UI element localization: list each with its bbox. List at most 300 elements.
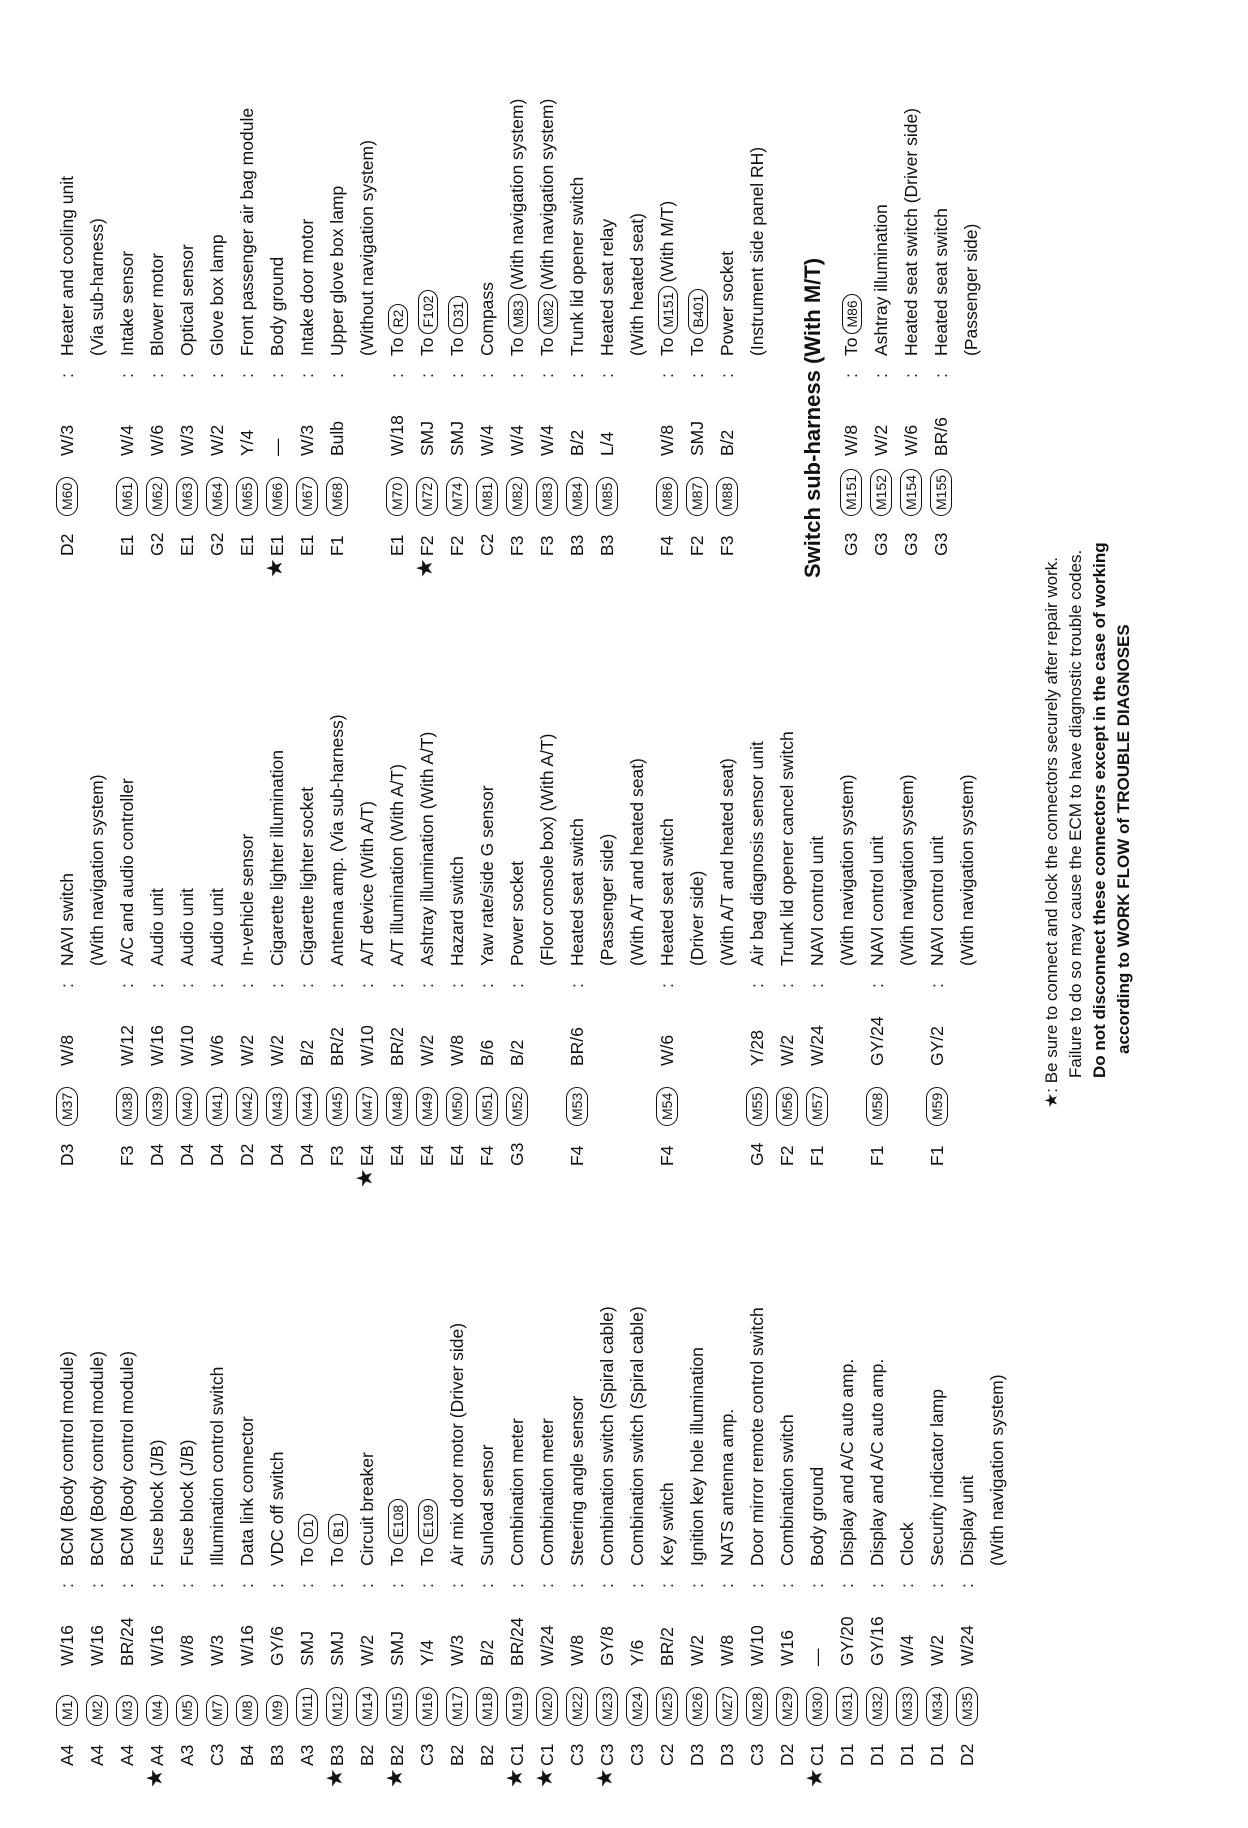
separator-colon: : <box>387 1583 407 1588</box>
connector-description <box>742 741 772 966</box>
connector-color-terminals: W/8 <box>57 1034 77 1066</box>
description-text: Ignition key hole illumination <box>687 1347 707 1566</box>
grid-location: C1 <box>507 1743 527 1766</box>
connector-color-terminals: SMJ <box>297 1631 317 1666</box>
grid-location: D2 <box>777 1743 797 1766</box>
description-text: A/T device (With A/T) <box>357 801 377 966</box>
connector-color-terminals: W/24 <box>807 1025 827 1066</box>
connector-color-terminals: W/2 <box>417 1034 437 1066</box>
connector-number-badge: M83 <box>536 477 558 516</box>
grid-location: E4 <box>417 1144 437 1166</box>
grid-location: F1 <box>807 1145 827 1166</box>
linked-connector-badge: D1 <box>298 1514 318 1544</box>
connector-number-badge: M57 <box>806 1087 828 1126</box>
separator-colon: : <box>841 373 861 378</box>
note-line-2: Failure to do so may cause the ECM to have diagnostic trouble codes. <box>1066 549 1085 1078</box>
connector-description <box>292 1514 322 1566</box>
description-text: (With A/T and heated seat) <box>627 758 647 966</box>
connector-color-terminals: B/2 <box>717 429 737 456</box>
separator-colon: : <box>871 373 891 378</box>
connector-description <box>952 774 982 966</box>
connector-description <box>82 218 112 356</box>
description-text: Optical sensor <box>177 244 197 356</box>
connector-number-badge: M55 <box>746 1087 768 1126</box>
connector-number-badge: M8 <box>236 1695 258 1726</box>
separator-colon: : <box>417 1583 437 1588</box>
grid-location: F4 <box>477 1145 497 1166</box>
separator-colon: : <box>867 1583 887 1588</box>
connector-color-terminals: Y/6 <box>627 1639 647 1666</box>
separator-colon: : <box>447 1583 467 1588</box>
grid-location: C3 <box>747 1743 767 1766</box>
connector-description <box>142 253 172 356</box>
description-text: (Instrument side panel RH) <box>747 146 767 356</box>
connector-color-terminals: W/8 <box>657 424 677 456</box>
connector-description <box>382 1499 412 1566</box>
connector-color-terminals: W/2 <box>267 1034 287 1066</box>
connector-description <box>622 1306 652 1566</box>
description-text: To <box>417 1547 437 1566</box>
connector-color-terminals: B/2 <box>477 1639 497 1666</box>
separator-colon: : <box>597 1583 617 1588</box>
description-text: VDC off switch <box>267 1451 287 1566</box>
grid-location: B2 <box>447 1744 467 1766</box>
description-text: Illumination control switch <box>207 1366 227 1566</box>
grid-location: C2 <box>657 1743 677 1766</box>
grid-location: E4 <box>357 1144 377 1166</box>
description-text: (Via sub-harness) <box>87 218 107 356</box>
connector-color-terminals: W/2 <box>207 424 227 456</box>
separator-colon: : <box>267 373 287 378</box>
description-text: Yaw rate/side G sensor <box>477 785 497 966</box>
separator-colon: : <box>927 983 947 988</box>
connector-number-badge: M67 <box>296 477 318 516</box>
grid-location: C3 <box>597 1743 617 1766</box>
connector-number-badge: M58 <box>866 1087 888 1126</box>
separator-colon: : <box>297 373 317 378</box>
description-text: Sunload sensor <box>477 1444 497 1566</box>
connector-color-terminals: W/2 <box>687 1634 707 1666</box>
connector-number-badge: M39 <box>146 1087 168 1126</box>
star-icon: ★ <box>1042 1092 1061 1108</box>
connector-color-terminals: W/2 <box>237 1034 257 1066</box>
separator-colon: : <box>717 1583 737 1588</box>
separator-colon: : <box>237 1583 257 1588</box>
connector-color-terminals: W/4 <box>537 424 557 456</box>
description-text: (With navigation system) <box>87 774 107 966</box>
description-text: In-vehicle sensor <box>237 833 257 966</box>
grid-location: D2 <box>957 1743 977 1766</box>
separator-colon: : <box>627 1583 647 1588</box>
connector-color-terminals: — <box>807 1648 827 1666</box>
star-icon: ★ <box>142 1768 167 1788</box>
connector-number-badge: M7 <box>206 1695 228 1726</box>
description-suffix: (With M/T) <box>657 200 677 283</box>
description-text: (With heated seat) <box>627 213 647 356</box>
connector-number-badge: M24 <box>626 1687 648 1726</box>
connector-number-badge: M51 <box>476 1087 498 1126</box>
connector-number-badge: M61 <box>116 477 138 516</box>
description-text: Display and A/C auto amp. <box>837 1358 857 1566</box>
description-text: BCM (Body control module) <box>57 1351 77 1566</box>
connector-color-terminals: SMJ <box>447 421 467 456</box>
grid-location: C3 <box>207 1743 227 1766</box>
grid-location: E1 <box>237 534 257 556</box>
connector-number-badge: M27 <box>716 1687 738 1726</box>
note-line-4: according to WORK FLOW of TROUBLE DIAGNOSES <box>1114 624 1133 1054</box>
connector-number-badge: M40 <box>176 1087 198 1126</box>
star-icon: ★ <box>322 1768 347 1788</box>
linked-connector-badge: B1 <box>328 1514 348 1543</box>
grid-location: C3 <box>417 1743 437 1766</box>
connector-description <box>562 818 592 966</box>
connector-description <box>896 108 926 356</box>
grid-location: F2 <box>687 535 707 556</box>
connector-description <box>322 1514 352 1566</box>
connector-color-terminals: W/16 <box>87 1625 107 1666</box>
description-text: Compass <box>477 282 497 356</box>
description-text: Ashtray illumination <box>871 204 891 356</box>
separator-colon: : <box>207 983 227 988</box>
description-suffix: (With navigation system) <box>507 98 527 291</box>
connector-number-badge: M18 <box>476 1687 498 1726</box>
linked-connector-badge: F102 <box>418 290 438 334</box>
connector-color-terminals: W/3 <box>447 1634 467 1666</box>
description-text: To <box>447 337 467 356</box>
connector-number-badge: M2 <box>86 1695 108 1726</box>
star-icon: ★ <box>592 1768 617 1788</box>
grid-location: C1 <box>807 1743 827 1766</box>
connector-description <box>866 204 896 356</box>
description-text: (With navigation system) <box>957 774 977 966</box>
separator-colon: : <box>567 983 587 988</box>
connector-description <box>742 147 772 356</box>
connector-number-badge: M82 <box>506 477 528 516</box>
connector-color-terminals: W/10 <box>357 1025 377 1066</box>
separator-colon: : <box>447 983 467 988</box>
connector-color-terminals: W/4 <box>507 424 527 456</box>
description-suffix: (With navigation system) <box>537 98 557 291</box>
connector-description <box>412 290 442 356</box>
connector-color-terminals: W/4 <box>477 424 497 456</box>
connector-description <box>892 774 922 966</box>
connector-number-badge: M30 <box>806 1687 828 1726</box>
grid-location: C3 <box>567 1743 587 1766</box>
connector-color-terminals: W/2 <box>927 1634 947 1666</box>
connector-number-badge: M25 <box>656 1687 678 1726</box>
separator-colon: : <box>537 373 557 378</box>
grid-location: G3 <box>931 532 951 556</box>
connector-number-badge: M15 <box>386 1687 408 1726</box>
grid-location: E4 <box>447 1144 467 1166</box>
connector-description <box>592 834 622 966</box>
connector-number-badge: M64 <box>206 477 228 516</box>
grid-location: D3 <box>57 1143 77 1166</box>
separator-colon: : <box>207 373 227 378</box>
connector-number-badge: M16 <box>416 1687 438 1726</box>
star-icon: ★ <box>262 558 287 578</box>
description-text: (With A/T and heated seat) <box>717 758 737 966</box>
connector-description <box>232 1416 262 1566</box>
connector-number-badge: M41 <box>206 1087 228 1126</box>
description-text: BCM (Body control module) <box>117 1351 137 1566</box>
description-text: Glove box lamp <box>207 234 227 356</box>
connector-number-badge: M85 <box>596 477 618 516</box>
connector-number-badge: M151 <box>840 469 862 516</box>
connector-color-terminals: W/8 <box>841 424 861 456</box>
connector-description <box>172 1440 202 1566</box>
connector-number-badge: M11 <box>296 1688 318 1726</box>
description-text: Combination switch (Spiral cable) <box>627 1306 647 1566</box>
grid-location: F4 <box>657 535 677 556</box>
grid-location: E1 <box>117 534 137 556</box>
linked-connector-badge: D31 <box>448 296 468 334</box>
connector-color-terminals: W/12 <box>117 1025 137 1066</box>
connector-description <box>862 836 892 966</box>
connector-number-badge: M28 <box>746 1687 768 1726</box>
separator-colon: : <box>567 373 587 378</box>
separator-colon: : <box>597 373 617 378</box>
connector-color-terminals: L/4 <box>597 431 617 456</box>
separator-colon: : <box>537 1583 557 1588</box>
connector-number-badge: M87 <box>686 477 708 516</box>
description-text: (With navigation system) <box>837 774 857 966</box>
separator-colon: : <box>87 1583 107 1588</box>
connector-color-terminals: W/4 <box>117 424 137 456</box>
description-text: (Passenger side) <box>961 223 981 356</box>
separator-colon: : <box>747 983 767 988</box>
connector-description <box>322 186 352 356</box>
separator-colon: : <box>237 373 257 378</box>
grid-location: A3 <box>177 1744 197 1766</box>
connector-number-badge: M56 <box>776 1087 798 1126</box>
separator-colon: : <box>297 1583 317 1588</box>
connector-number-badge: M53 <box>566 1087 588 1126</box>
connector-number-badge: M154 <box>900 469 922 516</box>
description-text: Intake door motor <box>297 218 317 356</box>
connector-description <box>262 750 292 966</box>
connector-description <box>532 99 562 356</box>
connector-description <box>442 1323 472 1566</box>
separator-colon: : <box>777 983 797 988</box>
connector-number-badge: M68 <box>326 477 348 516</box>
description-text: A/C and audio controller <box>117 778 137 966</box>
description-text: Front passenger air bag module <box>237 107 257 356</box>
connector-description <box>322 714 352 966</box>
description-text: NATS antenna amp. <box>717 1408 737 1566</box>
separator-colon: : <box>717 373 737 378</box>
connector-description <box>112 251 142 356</box>
connector-color-terminals: W/8 <box>447 1034 467 1066</box>
connector-color-terminals: W/16 <box>147 1625 167 1666</box>
connector-description <box>712 758 742 966</box>
connector-number-badge: M86 <box>656 477 678 516</box>
connector-description <box>922 1389 952 1566</box>
connector-description <box>682 1347 712 1566</box>
description-text: (With navigation system) <box>897 774 917 966</box>
connector-description <box>262 257 292 356</box>
connector-number-badge: M29 <box>776 1687 798 1726</box>
connector-description <box>682 289 712 356</box>
grid-location: C1 <box>537 1743 557 1766</box>
connector-color-terminals: W/6 <box>657 1034 677 1066</box>
connector-number-badge: M12 <box>326 1687 348 1726</box>
connector-number-badge: M22 <box>566 1687 588 1726</box>
connector-description <box>772 1414 802 1566</box>
connector-color-terminals: BR/6 <box>931 417 951 456</box>
description-text: Combination switch (Spiral cable) <box>597 1306 617 1566</box>
connector-description <box>232 108 262 356</box>
grid-location: F3 <box>717 535 737 556</box>
grid-location: D4 <box>297 1143 317 1166</box>
connector-description <box>502 861 532 966</box>
separator-colon: : <box>177 1583 197 1588</box>
description-text: Fuse block (J/B) <box>177 1439 197 1566</box>
separator-colon: : <box>927 1583 947 1588</box>
connector-number-badge: M32 <box>866 1687 888 1726</box>
connector-description <box>172 244 202 356</box>
connector-color-terminals: GY/24 <box>867 1016 887 1066</box>
linked-connector-badge: E109 <box>418 1499 438 1544</box>
connector-color-terminals: W/16 <box>237 1625 257 1666</box>
grid-location: C3 <box>627 1743 647 1766</box>
separator-colon: : <box>507 983 527 988</box>
description-text: Security indicator lamp <box>927 1388 947 1566</box>
separator-colon: : <box>777 1583 797 1588</box>
separator-colon: : <box>57 1583 77 1588</box>
separator-colon: : <box>867 983 887 988</box>
grid-location: G3 <box>841 532 861 556</box>
connector-description <box>532 1418 562 1566</box>
connector-color-terminals: SMJ <box>687 421 707 456</box>
connector-description <box>592 1306 622 1566</box>
connector-description <box>472 282 502 356</box>
grid-location: A4 <box>57 1744 77 1766</box>
connector-number-badge: M60 <box>56 477 78 516</box>
description-text: Body ground <box>267 256 287 356</box>
connector-description <box>982 1374 1012 1566</box>
description-text: To <box>657 337 677 356</box>
connector-number-badge: M52 <box>506 1087 528 1126</box>
connector-number-badge: M44 <box>296 1087 318 1126</box>
description-text: Data link connector <box>237 1416 257 1566</box>
connector-description <box>472 785 502 966</box>
description-text: To <box>327 1547 347 1566</box>
description-text: Heater and cooling unit <box>57 176 77 356</box>
separator-colon: : <box>657 983 677 988</box>
grid-location: D1 <box>867 1743 887 1766</box>
connector-description <box>172 888 202 966</box>
description-text: To <box>417 337 437 356</box>
connector-number-badge: M84 <box>566 477 588 516</box>
description-text: Cigarette lighter illumination <box>267 750 287 966</box>
connector-description <box>532 734 562 966</box>
connector-color-terminals: W16 <box>777 1630 797 1666</box>
connector-description <box>82 774 112 966</box>
star-icon: ★ <box>802 1768 827 1788</box>
grid-location: F2 <box>777 1145 797 1166</box>
description-text: (Floor console box) (With A/T) <box>537 733 557 966</box>
connector-color-terminals: GY/2 <box>927 1026 947 1066</box>
description-text: Air mix door motor (Driver side) <box>447 1322 467 1566</box>
connector-description <box>592 219 622 356</box>
connector-number-badge: M45 <box>326 1087 348 1126</box>
description-text: To <box>687 337 707 356</box>
separator-colon: : <box>387 373 407 378</box>
connector-number-badge: M62 <box>146 477 168 516</box>
separator-colon: : <box>327 373 347 378</box>
connector-color-terminals: W/3 <box>207 1634 227 1666</box>
connector-description <box>502 1418 532 1566</box>
connector-number-badge: M47 <box>356 1087 378 1126</box>
description-text: NAVI control unit <box>927 835 947 966</box>
grid-location: G3 <box>871 532 891 556</box>
grid-location: D3 <box>717 1743 737 1766</box>
connector-number-badge: M72 <box>416 477 438 516</box>
description-text: (Without navigation system) <box>357 140 377 356</box>
connector-color-terminals: Y/4 <box>237 429 257 456</box>
connector-number-badge: M49 <box>416 1087 438 1126</box>
connector-number-badge: M35 <box>956 1687 978 1726</box>
description-text: To <box>387 337 407 356</box>
separator-colon: : <box>357 1583 377 1588</box>
connector-color-terminals: BR/6 <box>567 1027 587 1066</box>
grid-location: D1 <box>837 1743 857 1766</box>
description-text: Combination meter <box>537 1418 557 1566</box>
note-line-1: : Be sure to connect and lock the connectors securely after repair work. <box>1042 556 1061 1093</box>
description-text: Key switch <box>657 1482 677 1566</box>
description-text: To <box>297 1547 317 1566</box>
description-text: Trunk lid opener switch <box>567 176 587 356</box>
separator-colon: : <box>297 983 317 988</box>
grid-location: F2 <box>447 535 467 556</box>
connector-color-terminals: SMJ <box>387 1631 407 1666</box>
connector-color-terminals: BR/2 <box>387 1027 407 1066</box>
connector-description <box>232 834 262 966</box>
description-text: Intake sensor <box>117 250 137 356</box>
connector-description <box>442 856 472 966</box>
connector-number-badge: M4 <box>146 1695 168 1726</box>
separator-colon: : <box>567 1583 587 1588</box>
description-text: A/T illumination (With A/T) <box>387 764 407 966</box>
connector-description <box>682 871 712 966</box>
connector-description <box>622 758 652 966</box>
connector-color-terminals: BR/24 <box>507 1617 527 1666</box>
connector-description <box>292 787 322 966</box>
description-text: NAVI switch <box>57 872 77 966</box>
connector-color-terminals: B/6 <box>477 1039 497 1066</box>
description-text: Cigarette lighter socket <box>297 787 317 966</box>
linked-connector-badge: R2 <box>388 304 408 334</box>
description-text: Heated seat switch <box>567 818 587 966</box>
separator-colon: : <box>327 983 347 988</box>
connector-number-badge: M23 <box>596 1687 618 1726</box>
connector-color-terminals: BR/24 <box>117 1617 137 1666</box>
connector-number-badge: M20 <box>536 1687 558 1726</box>
description-text: Power socket <box>717 250 737 356</box>
separator-colon: : <box>931 373 951 378</box>
connector-number-badge: M38 <box>116 1087 138 1126</box>
grid-location: B2 <box>357 1744 377 1766</box>
grid-location: E1 <box>387 534 407 556</box>
description-text: (Passenger side) <box>597 833 617 966</box>
description-text: Ashtray illumination (With A/T) <box>417 731 437 966</box>
connector-color-terminals: Bulb <box>327 420 347 456</box>
connector-description <box>622 213 652 356</box>
connector-description <box>202 888 232 966</box>
connector-color-terminals: W/3 <box>177 424 197 456</box>
connector-description <box>52 873 82 966</box>
